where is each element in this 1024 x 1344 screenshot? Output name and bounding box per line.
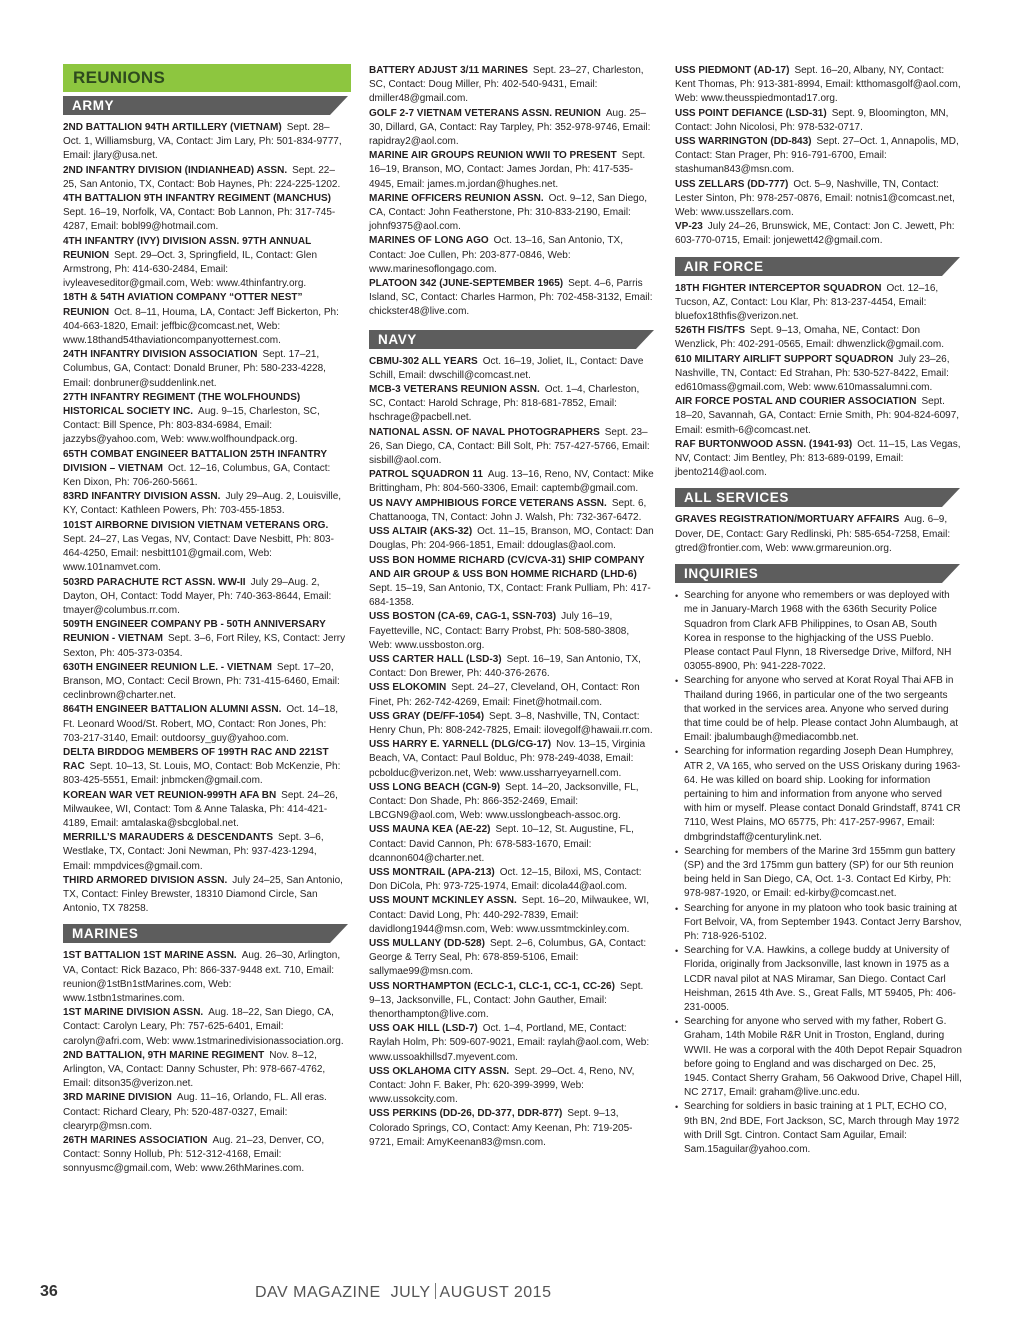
reunion-entry bbox=[369, 894, 655, 937]
reunion-details: July 29–Aug. 2, Louisville, KY, Contact: Kathleen Powers, Ph: 703-455-1853. bbox=[63, 491, 342, 517]
reunion-name: US NAVY AMPHIBIOUS FORCE VETERANS ASSN. bbox=[369, 497, 607, 509]
reunion-details: July 29–Aug. 2, Dayton, OH, Contact: Todd Mayer, Ph: 740-363-8644, Email: tmayer@columbus.rr.com. bbox=[63, 576, 332, 616]
reunion-entry bbox=[63, 164, 346, 192]
reunion-name: 509TH ENGINEER COMPANY PB - 50TH ANNIVERSARY REUNION - VIETNAM bbox=[63, 619, 326, 645]
reunion-name: 630TH ENGINEER REUNION L.E. - VIETNAM bbox=[63, 661, 272, 673]
reunion-details: Sept. 15–19, San Antonio, TX, Contact: Frank Pulliam, Ph: 417-684-1358. bbox=[369, 582, 651, 609]
column-2 bbox=[369, 64, 655, 1150]
inquiry-item: • Searching for anyone who served at Korat Royal Thai AFB in Thailand during 1966, in particular one of the two sergeants that worked in the services area. Anyone who served during that time could be of help. Please contact John Alumbaugh, at Email: jbalumbaugh@mediacombb.net. bbox=[675, 674, 962, 745]
section-header-navy: NAVY bbox=[369, 330, 636, 349]
magazine-name: DAV MAGAZINE bbox=[255, 1284, 381, 1301]
reunion-details: Sept. 23–27, Charleston, SC, Contact: Doug Miller, Ph: 402-540-9431, Email: dmiller48@gmail.com. bbox=[369, 65, 644, 105]
reunion-name: 864TH ENGINEER BATTALION ALUMNI ASSN. bbox=[63, 704, 282, 716]
reunion-entry bbox=[63, 1006, 346, 1049]
reunion-details: Sept. 9–13, Jacksonville, FL, Contact: John Gauther, Email: thenorthampton@live.com. bbox=[369, 980, 644, 1020]
reunion-entry bbox=[675, 513, 962, 556]
reunion-details: Aug. 26–30, Arlington, VA, Contact: Rick Bazaco, Ph: 866-337-9448 ext. 710, Email: reunion@1stBn1stMarines.com, Web: www.1stbn1stmarines.com. bbox=[63, 950, 341, 1004]
reunion-entry bbox=[369, 1107, 655, 1150]
reunion-name: USS WARRINGTON (DD-843) bbox=[675, 136, 812, 148]
reunion-details: Oct. 1–4, Charleston, SC, Contact: Harold Schrage, Ph: 818-681-7852, Email: hschrage@pacbell.net. bbox=[369, 384, 640, 424]
inquiry-item: • Searching for anyone who served with my father, Robert G. Graham, 14th Mobile R&R Unit in Troston, England, during WWII. He was a corporal with the 40th Depot Repair Squadron before going to England and was discharged on Dec. 25, 1945. Contact Sherry Graham, 56 Oakwood Drive, Chapel Hill, NC 2717, Email: graham@live.unc.edu. bbox=[675, 1015, 962, 1100]
reunion-details: Sept. 10–12, St. Augustine, FL, Contact: David Cannon, Ph: 678-583-1670, Email: dcannon604@charter.net. bbox=[369, 824, 634, 864]
reunion-entry bbox=[63, 703, 346, 746]
reunion-details: Sept. 16–19, Branson, MO, Contact: James Jordan, Ph: 417-535-4945, Email: james.m.jordan@hughes.net. bbox=[369, 150, 646, 190]
reunion-details: Sept. 17–21, Columbus, GA, Contact: Donald Bruner, Ph: 580-233-4228, Email: donbruner@suddenlink.net. bbox=[63, 349, 326, 389]
reunion-entry bbox=[369, 937, 655, 980]
reunion-details: Sept. 3–8, Nashville, TN, Contact: Henry Chun, Ph: 808-242-7825, Email: ilovegolf@hawaii.rr.com. bbox=[369, 710, 653, 736]
reunion-name: AIR FORCE POSTAL AND COURIER ASSOCIATION bbox=[675, 396, 917, 408]
reunion-details: Sept. 10–13, St. Louis, MO, Contact: Bob McKenzie, Ph: 803-425-5551, Email: jnbmcken@gmail.com. bbox=[63, 761, 341, 787]
reunion-name: 526TH FIS/TFS bbox=[675, 325, 746, 337]
inquiry-item: • Searching for soldiers in basic training at 1 PLT, ECHO CO, 9th BN, 2nd BDE, Fort Jackson, SC, March through May 1972 with Drill Sgt. Cintron. Contact Sam Aguilar, Email: Sam.15aguilar@yahoo.com. bbox=[675, 1100, 962, 1157]
reunion-entry bbox=[675, 220, 962, 248]
reunion-name: USS POINT DEFIANCE (LSD-31) bbox=[675, 107, 827, 119]
reunion-name: MERRILL’S MARAUDERS & DESCENDANTS bbox=[63, 832, 274, 844]
reunion-details: Oct. 11–15, Branson, MO, Contact: Dan Douglas, Ph: 204-966-1851, Email: ddouglas@aol.com. bbox=[369, 526, 654, 552]
reunion-details: Aug. 13–16, Reno, NV, Contact: Mike Brittingham, Ph: 804-560-3306, Email: captemb@gmail.com. bbox=[369, 469, 654, 495]
reunion-name: USS ELOKOMIN bbox=[369, 682, 447, 694]
reunion-name: 2ND INFANTRY DIVISION (INDIANHEAD) ASSN. bbox=[63, 164, 288, 176]
reunion-entry bbox=[63, 789, 346, 832]
reunion-name: 27TH INFANTRY REGIMENT (THE WOLFHOUNDS) HISTORICAL SOCIETY INC. bbox=[63, 391, 301, 418]
reunion-name: BATTERY ADJUST 3/11 MARINES bbox=[369, 65, 528, 76]
reunion-details: Sept. 16–20, Albany, NY, Contact: Kent Thomas, Ph: 913-381-8994, Email: ktthomasgolf@aol.com, Web: www.theusspiedmontad17.org. bbox=[675, 65, 961, 105]
section-header-inquiries: INQUIRIES bbox=[675, 564, 942, 583]
inquiry-item: • Searching for information regarding Joseph Dean Humphrey, ATR 2, VA 165, who served on the USS Oriskany during 1963-64. He was killed on board ship. Looking for information pertaining to him and information from anyone who served with him or myself. Please contact Donald Grindstaff, 8741 CR 7110, West Plains, MO 65775, Ph: 417-257-9967, Email: dmbgrindstaff@centurylink.net. bbox=[675, 745, 962, 844]
reunion-details: Aug. 25–30, Dillard, GA, Contact: Ray Tarpley, Ph: 352-978-9746, Email: rapidray2@aol.com. bbox=[369, 107, 651, 148]
reunion-details: Sept. 24–26, Milwaukee, WI, Contact: Tom & Anne Talaska, Ph: 414-421-4189, Email: amtalaska@sbcglobal.net. bbox=[63, 789, 338, 829]
inquiries-list bbox=[675, 589, 962, 1157]
reunion-details: Sept. 9–13, Omaha, NE, Contact: Don Wenzlick, Ph: 402-291-0565, Email: dhwenzlick@gmail.com. bbox=[675, 325, 944, 351]
issue-month-b: AUGUST 2015 bbox=[439, 1284, 552, 1301]
reunion-entry bbox=[369, 107, 655, 150]
reunion-name: USS OAK HILL (LSD-7) bbox=[369, 1023, 478, 1035]
reunion-details: Sept. 9, Bloomington, MN, Contact: John Nicolosi, Ph: 978-532-0717. bbox=[675, 107, 949, 133]
reunion-details: Aug. 6–9, Dover, DE, Contact: Gary Redlinski, Ph: 585-654-7258, Email: gtred@frontier.com, Web: www.grmareunion.org. bbox=[675, 514, 951, 554]
reunion-name: USS LONG BEACH (CGN-9) bbox=[369, 781, 501, 793]
reunion-entry bbox=[369, 823, 655, 866]
reunion-name: 503RD PARACHUTE RCT ASSN. WW-II bbox=[63, 576, 246, 588]
air-force-list bbox=[675, 282, 962, 481]
reunion-details: Sept. 18–20, Savannah, GA, Contact: Ernie Smith, Ph: 904-824-6097, Email: esmith-6@comcast.net. bbox=[675, 396, 960, 436]
reunion-entry bbox=[369, 980, 655, 1023]
inquiry-item: • Searching for anyone in my platoon who took basic training at Fort Belvoir, VA, from September 1943. Contact Jerry Barshov, Ph: 718-926-5102. bbox=[675, 902, 962, 945]
reunion-entry bbox=[63, 348, 346, 391]
reunion-details: Sept. 16–20, Milwaukee, WI, Contact: David Long, Ph: 440-292-7839, Email: davidlong1944@msn.com, Web: www.ussmtmckinley.com. bbox=[369, 895, 650, 935]
reunion-name: PLATOON 342 (JUNE-SEPTEMBER 1965) bbox=[369, 278, 564, 290]
column-3 bbox=[675, 64, 962, 1157]
reunion-details: Sept. 29–Oct. 4, Reno, NV, Contact: John F. Baker, Ph: 620-399-3999, Web: www.ussokcity.com. bbox=[369, 1065, 635, 1106]
reunion-name: 610 MILITARY AIRLIFT SUPPORT SQUADRON bbox=[675, 353, 894, 365]
reunion-entry bbox=[675, 178, 962, 221]
reunion-entry bbox=[369, 866, 655, 894]
navy-list bbox=[369, 355, 655, 1150]
reunion-name: NATIONAL ASSN. OF NAVAL PHOTOGRAPHERS bbox=[369, 426, 600, 438]
reunion-details: Oct. 9–12, San Diego, CA, Contact: John Featherstone, Ph: 310-833-2190, Email: johnf9375@aol.com. bbox=[369, 192, 648, 233]
reunion-entry bbox=[369, 64, 655, 107]
reunion-details: Oct. 5–9, Nashville, TN, Contact: Lester Sinton, Ph: 978-257-0876, Email: notnis1@comcast.net, Web: www.usszellars.com. bbox=[675, 178, 955, 219]
reunion-name: 83RD INFANTRY DIVISION ASSN. bbox=[63, 491, 221, 503]
reunion-entry bbox=[63, 831, 346, 874]
reunion-details: Sept. 2–6, Columbus, GA, Contact: George & Terry Seal, Ph: 678-859-5106, Email: sallymae99@msn.com. bbox=[369, 937, 647, 978]
reunion-entry bbox=[63, 1091, 346, 1134]
reunion-entry bbox=[63, 661, 346, 704]
inquiry-item: • Searching for V.A. Hawkins, a college buddy at University of Florida, originally from Jacksonville, last known in 1975 as a LCDR naval pilot at NAS Miramar, San Diego. Contact Carl Heishman, 2615 4th Ave. S., Great Falls, MT 59405, Ph: 406-231-0005. bbox=[675, 944, 962, 1015]
reunion-name: USS GRAY (DE/FF-1054) bbox=[369, 710, 485, 722]
page-number: 36 bbox=[40, 1283, 58, 1300]
page-footer bbox=[40, 1283, 740, 1303]
reunion-details: Sept. 3–6, Westlake, TX, Contact: Joni Newman, Ph: 937-423-1294, Email: mmpdvices@gmail.com. bbox=[63, 832, 324, 872]
reunion-name: USS MAUNA KEA (AE-22) bbox=[369, 824, 491, 836]
reunion-details: July 16–19, Fayetteville, NC, Contact: Barry Probst, Ph: 508-580-3808, Web: www.ussboston.org. bbox=[369, 611, 630, 651]
reunion-name: USS MULLANY (DD-528) bbox=[369, 937, 485, 949]
reunion-entry bbox=[369, 468, 655, 496]
reunion-entry bbox=[369, 610, 655, 653]
reunion-entry bbox=[675, 395, 962, 438]
reunion-entry bbox=[369, 497, 655, 525]
magazine-issue bbox=[255, 1283, 551, 1302]
reunion-details: Oct. 11–15, Las Vegas, NV, Contact: Jim Bentley, Ph: 813-689-0199, Email: jbento214@aol.com. bbox=[675, 438, 961, 479]
reunion-details: Sept. 4–6, Parris Island, SC, Contact: Charles Harmon, Ph: 702-458-3132, Email: chickster48@live.com. bbox=[369, 278, 653, 318]
reunion-entry bbox=[63, 1049, 346, 1092]
section-header-all-services: ALL SERVICES bbox=[675, 488, 942, 507]
reunion-entry bbox=[369, 234, 655, 277]
reunion-entry bbox=[675, 107, 962, 135]
reunion-name: MCB-3 VETERANS REUNION ASSN. bbox=[369, 384, 540, 396]
reunion-name: 4TH BATTALION 9TH INFANTRY REGIMENT (MANCHUS) bbox=[63, 193, 331, 205]
reunion-name: 26TH MARINES ASSOCIATION bbox=[63, 1135, 208, 1147]
reunion-details: Nov. 13–15, Virginia Beach, VA, Contact: Paul Bolduc, Ph: 978-249-4038, Email: pcbolduc@verizon.net, Web: www.ussharryeyarnell.com. bbox=[369, 739, 646, 779]
section-header-air-force: AIR FORCE bbox=[675, 257, 942, 276]
reunion-name: USS MOUNT MCKINLEY ASSN. bbox=[369, 895, 517, 907]
reunion-entry bbox=[675, 324, 962, 352]
reunion-entry bbox=[369, 149, 655, 192]
reunion-details: Sept. 24–27, Las Vegas, NV, Contact: Dave Nesbitt, Ph: 803-464-4250, Email: nesbitt101@gmail.com, Web: www.101namvet.com. bbox=[63, 533, 334, 574]
reunion-details: Sept. 27–Oct. 1, Annapolis, MD, Contact: Stan Prager, Ph: 916-791-6700, Email: stashuman843@msn.com. bbox=[675, 136, 959, 176]
reunion-name: GOLF 2-7 VIETNAM VETERANS ASSN. REUNION bbox=[369, 107, 601, 119]
reunion-details: July 24–26, Brunswick, ME, Contact: Jon C. Jewett, Ph: 603-770-0715, Email: jonjewett42@gmail.com. bbox=[675, 221, 955, 247]
navy-list-continued bbox=[675, 64, 962, 249]
reunion-entry bbox=[63, 519, 346, 576]
reunion-name: USS ZELLARS (DD-777) bbox=[675, 178, 789, 190]
reunion-entry bbox=[369, 1022, 655, 1065]
reunion-entry bbox=[63, 874, 346, 917]
reunion-name: 18TH & 54TH AVIATION COMPANY “OTTER NEST” REUNION bbox=[63, 292, 303, 318]
reunion-details: Oct. 12–15, Biloxi, MS, Contact: Don DiCola, Ph: 973-725-1974, Email: dicola44@aol.com. bbox=[369, 866, 642, 893]
reunion-name: CBMU-302 ALL YEARS bbox=[369, 355, 478, 367]
reunion-entry bbox=[63, 192, 346, 235]
reunion-name: 24TH INFANTRY DIVISION ASSOCIATION bbox=[63, 349, 258, 361]
reunion-entry bbox=[63, 490, 346, 518]
reunion-details: Oct. 12–16, Tucson, AZ, Contact: Lou Klar, Ph: 813-237-4454, Email: bluefox18thfis@verizon.net. bbox=[675, 282, 939, 323]
reunion-details: Oct. 1–4, Portland, ME, Contact: Raylah Holm, Ph: 509-607-9021, Email: raylah@aol.com, Web: www.ussoakhillsd7.myevent.com. bbox=[369, 1023, 650, 1063]
reunion-entry bbox=[369, 192, 655, 235]
reunion-name: GRAVES REGISTRATION/MORTUARY AFFAIRS bbox=[675, 514, 900, 526]
reunion-details: Sept. 23–26, San Diego, CA, Contact: Bill Solt, Ph: 757-427-5766, Email: sisbill@aol.com. bbox=[369, 426, 650, 467]
reunion-name: USS CARTER HALL (LSD-3) bbox=[369, 653, 502, 665]
reunion-name: USS NORTHAMPTON (ECLC-1, CLC-1, CC-1, CC-26) bbox=[369, 980, 615, 992]
reunion-name: THIRD ARMORED DIVISION ASSN. bbox=[63, 874, 228, 886]
section-header-army: ARMY bbox=[63, 96, 330, 115]
army-list bbox=[63, 121, 346, 916]
all-services-list bbox=[675, 513, 962, 556]
issue-separator bbox=[435, 1283, 436, 1299]
reunion-details: Oct. 13–16, San Antonio, TX, Contact: Joe Cullen, Ph: 203-877-0846, Web: www.marinesoflongago.com. bbox=[369, 235, 623, 275]
reunion-name: 101ST AIRBORNE DIVISION VIETNAM VETERANS ORG. bbox=[63, 519, 329, 531]
reunion-details: Sept. 16–19, Norfolk, VA, Contact: Bob Lannon, Ph: 317-745-4287, Email: bobl99@hotmail.com. bbox=[63, 207, 336, 233]
reunion-name: 2ND BATTALION 94TH ARTILLERY (VIETNAM) bbox=[63, 122, 282, 133]
reunion-entry bbox=[369, 781, 655, 824]
reunion-name: VP-23 bbox=[675, 221, 703, 233]
column-1 bbox=[63, 64, 346, 1177]
reunion-entry bbox=[369, 710, 655, 738]
reunion-name: 1ST BATTALION 1ST MARINE ASSN. bbox=[63, 950, 237, 962]
reunion-name: USS MONTRAIL (APA-213) bbox=[369, 866, 495, 878]
reunion-entry bbox=[369, 383, 655, 426]
marines-list bbox=[63, 949, 346, 1176]
reunion-entry bbox=[369, 653, 655, 681]
reunion-name: 2ND BATTALION, 9TH MARINE REGIMENT bbox=[63, 1049, 265, 1061]
reunion-entry bbox=[63, 448, 346, 491]
reunion-name: 18TH FIGHTER INTERCEPTOR SQUADRON bbox=[675, 282, 882, 294]
inquiry-item: • Searching for anyone who remembers or was deployed with me in January-March 1968 with the 636th Security Police Squadron from Clark AFB Philippines, to Osan AB, South Korea in response to the highjacking of the USS Pueblo. Please contact Paul Flynn, 18 Riversedge Drive, Milford, NH 03055-8900, Ph: 941-228-7022. bbox=[675, 589, 962, 674]
reunion-details: Oct. 8–11, Houma, LA, Contact: Jeff Bickerton, Ph: 404-663-1820, Email: jeffbic@comcast.net, Web: www.18thand54thaviationcompanyotternest.com. bbox=[63, 306, 339, 347]
reunion-name: 1ST MARINE DIVISION ASSN. bbox=[63, 1007, 204, 1019]
reunion-entry bbox=[63, 618, 346, 661]
reunion-details: Aug. 9–15, Charleston, SC, Contact: Bill Spence, Ph: 803-834-6984, Email: jazzybs@yahoo.com, Web: www.wolfhoundpack.org. bbox=[63, 406, 320, 446]
reunion-details: Sept. 22–25, San Antonio, TX, Contact: Bob Haynes, Ph: 224-225-1202. bbox=[63, 164, 341, 190]
reunion-entry bbox=[63, 949, 346, 1006]
reunion-name: USS HARRY E. YARNELL (DLG/CG-17) bbox=[369, 739, 552, 751]
reunion-details: Sept. 24–27, Cleveland, OH, Contact: Ron Finet, Ph: 262-742-4269, Email: Finet@hotmail.com. bbox=[369, 682, 640, 708]
reunion-details: Oct. 12–16, Columbus, GA, Contact: Ken Dixon, Ph: 706-260-5661. bbox=[63, 462, 331, 489]
reunion-name: DELTA BIRDDOG MEMBERS OF 199TH RAC AND 221ST RAC bbox=[63, 746, 329, 773]
reunion-details: July 23–26, Nashville, TN, Contact: Ed Strahan, Ph: 530-527-8422, Email: ed610mass@gmail.com, Web: www.610massalumni.com. bbox=[675, 353, 950, 394]
reunion-name: 4TH INFANTRY (IVY) DIVISION ASSN. 97TH ANNUAL REUNION bbox=[63, 235, 311, 261]
reunion-details: Sept. 16–19, San Antonio, TX, Contact: Don Brewer, Ph: 440-376-2676. bbox=[369, 653, 641, 680]
reunion-details: Sept. 17–20, Branson, MO, Contact: Cecil Brown, Ph: 731-415-6460, Email: ceclinbrown@charter.net. bbox=[63, 661, 340, 702]
reunion-entry bbox=[369, 525, 655, 553]
issue-month-a: JULY bbox=[390, 1284, 431, 1301]
reunion-entry bbox=[63, 121, 346, 164]
reunion-name: USS BOSTON (CA-69, CAG-1, SSN-703) bbox=[369, 611, 557, 623]
reunion-details: Aug. 18–22, San Diego, CA, Contact: Carolyn Leary, Ph: 757-625-6401, Email: carolyn@afri.com, Web: www.1stmarinedivisionassociation.org. bbox=[63, 1007, 344, 1047]
reunion-details: Oct. 14–18, Ft. Leonard Wood/St. Robert, MO, Contact: Ron Jones, Ph: 703-217-3140, Email: outdoorsy_guy@yahoo.com. bbox=[63, 704, 339, 744]
reunion-details: Sept. 6, Chattanooga, TN, Contact: John J. Walsh, Ph: 732-367-6472. bbox=[369, 497, 647, 523]
reunion-name: RAF BURTONWOOD ASSN. (1941-93) bbox=[675, 438, 853, 450]
section-header-marines: MARINES bbox=[63, 924, 330, 943]
reunion-details: Sept. 3–6, Fort Riley, KS, Contact: Jerry Sexton, Ph: 405-373-0354. bbox=[63, 633, 346, 659]
reunion-entry bbox=[369, 554, 655, 611]
reunion-details: Aug. 21–23, Denver, CO, Contact: Sonny Hollub, Ph: 512-312-4168, Email: sonnyusmc@gmail.com, Web: www.26thMarines.com. bbox=[63, 1135, 325, 1175]
reunion-name: KOREAN WAR VET REUNION-999TH AFA BN bbox=[63, 789, 277, 801]
reunion-entry bbox=[369, 681, 655, 709]
reunion-entry bbox=[63, 576, 346, 619]
reunion-name: PATROL SQUADRON 11 bbox=[369, 469, 483, 481]
reunion-name: 65TH COMBAT ENGINEER BATTALION 25TH INFANTRY DIVISION – VIETNAM bbox=[63, 448, 327, 474]
reunion-details: Sept. 28–Oct. 1, Williamsburg, VA, Contact: Jim Lary, Ph: 501-834-9777, Email: jlary@usa.net. bbox=[63, 122, 342, 162]
reunion-name: USS BON HOMME RICHARD (CV/CVA-31) SHIP COMPANY AND AIR GROUP & USS BON HOMME RICHARD (LHD-6) bbox=[369, 554, 645, 580]
reunion-entry bbox=[369, 1065, 655, 1108]
reunion-details: Sept. 29–Oct. 3, Springfield, IL, Contact: Glen Armstrong, Ph: 414-630-2484, Email: ivyleaveseditor@gmail.com, Web: www.4thinfantry.org. bbox=[63, 249, 318, 290]
reunion-entry bbox=[63, 391, 346, 448]
reunion-entry bbox=[63, 746, 346, 789]
reunion-details: Sept. 9–13, Colorado Springs, CO, Contact: Amy Keenan, Ph: 719-205-9721, Email: AmyKeenan83@msn.com. bbox=[369, 1108, 633, 1148]
reunion-entry bbox=[369, 355, 655, 383]
reunion-name: MARINE AIR GROUPS REUNION WWII TO PRESENT bbox=[369, 150, 617, 162]
marines-list-continued bbox=[369, 64, 655, 320]
reunion-entry bbox=[369, 426, 655, 469]
reunion-entry bbox=[369, 277, 655, 320]
reunion-details: July 24–25, San Antonio, TX, Contact: Finley Brewster, 18310 Diamond Circle, San Antonio, TX 78258. bbox=[63, 874, 343, 915]
reunion-details: Aug. 11–16, Orlando, FL. All eras. Contact: Richard Cleary, Ph: 520-487-0327, Email: clearyrp@msn.com. bbox=[63, 1092, 327, 1132]
reunion-name: USS PIEDMONT (AD-17) bbox=[675, 65, 790, 76]
reunion-name: MARINES OF LONG AGO bbox=[369, 235, 489, 247]
reunion-entry bbox=[63, 235, 346, 292]
reunion-entry bbox=[675, 135, 962, 178]
reunion-name: USS OKLAHOMA CITY ASSN. bbox=[369, 1065, 510, 1077]
reunion-name: MARINE OFFICERS REUNION ASSN. bbox=[369, 192, 544, 204]
reunion-entry bbox=[369, 738, 655, 781]
reunion-entry bbox=[63, 291, 346, 348]
reunion-name: USS PERKINS (DD-26, DD-377, DDR-877) bbox=[369, 1108, 563, 1120]
reunion-entry bbox=[63, 1134, 346, 1177]
reunion-entry bbox=[675, 353, 962, 396]
reunion-details: Nov. 8–12, Arlington, VA, Contact: Danny Schuster, Ph: 978-667-4762, Email: ditson35@verizon.net. bbox=[63, 1049, 326, 1090]
reunion-details: Oct. 16–19, Joliet, IL, Contact: Dave Schill, Email: dwschill@comcast.net. bbox=[369, 355, 644, 381]
reunion-details: Sept. 14–20, Jacksonville, FL, Contact: Don Shade, Ph: 866-352-2469, Email: LBCGN9@aol.com, Web: www.usslongbeach-assoc.org. bbox=[369, 781, 639, 822]
page-title: REUNIONS bbox=[63, 64, 351, 92]
reunion-name: 3RD MARINE DIVISION bbox=[63, 1092, 172, 1104]
reunion-name: USS ALTAIR (AKS-32) bbox=[369, 526, 473, 538]
reunion-entry bbox=[675, 282, 962, 325]
inquiry-item: • Searching for members of the Marine 3rd 155mm gun battery (SP) and the 3rd 175mm gun battery (SP) for our 5th reunion being held in San Diego, CA, Oct. 1-3. Contact Ed Kirby, Ph: 978-987-1920, or Email: ed-kirby@comcast.net. bbox=[675, 845, 962, 902]
reunion-entry bbox=[675, 438, 962, 481]
reunion-entry bbox=[675, 64, 962, 107]
